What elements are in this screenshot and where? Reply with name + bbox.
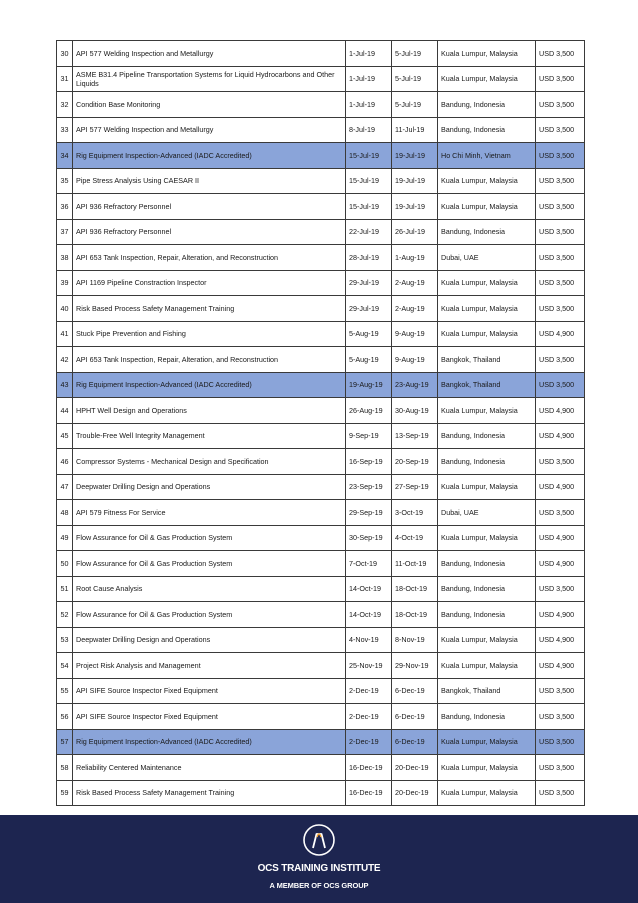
course-location: Bandung, Indonesia <box>438 423 536 449</box>
course-number: 54 <box>57 653 73 679</box>
table-row <box>57 755 585 781</box>
course-title: Compressor Systems - Mechanical Design and Specification <box>73 449 346 475</box>
course-location: Kuala Lumpur, Malaysia <box>438 168 536 194</box>
course-fee: USD 4,900 <box>536 525 585 551</box>
start-date: 16-Dec-19 <box>346 780 392 806</box>
course-title: Flow Assurance for Oil & Gas Production System <box>73 525 346 551</box>
course-number: 39 <box>57 270 73 296</box>
course-location: Dubai, UAE <box>438 500 536 526</box>
end-date: 27-Sep-19 <box>392 474 438 500</box>
course-title: Stuck Pipe Prevention and Fishing <box>73 321 346 347</box>
table-row <box>57 372 585 398</box>
start-date: 22-Jul-19 <box>346 219 392 245</box>
course-number: 49 <box>57 525 73 551</box>
end-date: 9-Aug-19 <box>392 321 438 347</box>
course-location: Kuala Lumpur, Malaysia <box>438 627 536 653</box>
end-date: 19-Jul-19 <box>392 194 438 220</box>
start-date: 1-Jul-19 <box>346 41 392 67</box>
end-date: 6-Dec-19 <box>392 704 438 730</box>
course-location: Bangkok, Thailand <box>438 347 536 373</box>
start-date: 25-Nov-19 <box>346 653 392 679</box>
course-title: API 653 Tank Inspection, Repair, Alteration, and Reconstruction <box>73 347 346 373</box>
end-date: 26-Jul-19 <box>392 219 438 245</box>
end-date: 6-Dec-19 <box>392 729 438 755</box>
start-date: 1-Jul-19 <box>346 66 392 92</box>
course-title: Rig Equipment Inspection-Advanced (IADC Accredited) <box>73 372 346 398</box>
table-row <box>57 117 585 143</box>
end-date: 18-Oct-19 <box>392 602 438 628</box>
end-date: 2-Aug-19 <box>392 296 438 322</box>
course-fee: USD 4,900 <box>536 474 585 500</box>
start-date: 7-Oct-19 <box>346 551 392 577</box>
table-row <box>57 653 585 679</box>
start-date: 29-Jul-19 <box>346 270 392 296</box>
table-row <box>57 576 585 602</box>
table-row <box>57 92 585 118</box>
end-date: 18-Oct-19 <box>392 576 438 602</box>
course-location: Kuala Lumpur, Malaysia <box>438 474 536 500</box>
course-number: 44 <box>57 398 73 424</box>
course-location: Bandung, Indonesia <box>438 449 536 475</box>
start-date: 4-Nov-19 <box>346 627 392 653</box>
end-date: 6-Dec-19 <box>392 678 438 704</box>
course-title: Flow Assurance for Oil & Gas Production System <box>73 551 346 577</box>
start-date: 14-Oct-19 <box>346 576 392 602</box>
start-date: 2-Dec-19 <box>346 704 392 730</box>
table-row <box>57 602 585 628</box>
start-date: 26-Aug-19 <box>346 398 392 424</box>
table-row <box>57 627 585 653</box>
start-date: 30-Sep-19 <box>346 525 392 551</box>
start-date: 2-Dec-19 <box>346 678 392 704</box>
course-fee: USD 3,500 <box>536 449 585 475</box>
course-number: 51 <box>57 576 73 602</box>
end-date: 3-Oct-19 <box>392 500 438 526</box>
table-row <box>57 168 585 194</box>
course-fee: USD 4,900 <box>536 551 585 577</box>
end-date: 11-Oct-19 <box>392 551 438 577</box>
course-fee: USD 3,500 <box>536 296 585 322</box>
start-date: 8-Jul-19 <box>346 117 392 143</box>
course-number: 32 <box>57 92 73 118</box>
start-date: 9-Sep-19 <box>346 423 392 449</box>
course-title: API 1169 Pipeline Constraction Inspector <box>73 270 346 296</box>
course-fee: USD 3,500 <box>536 168 585 194</box>
course-fee: USD 4,900 <box>536 321 585 347</box>
course-location: Kuala Lumpur, Malaysia <box>438 729 536 755</box>
course-title: API 579 Fitness For Service <box>73 500 346 526</box>
course-title: API 936 Refractory Personnel <box>73 194 346 220</box>
course-location: Kuala Lumpur, Malaysia <box>438 780 536 806</box>
course-fee: USD 3,500 <box>536 704 585 730</box>
course-title: Rig Equipment Inspection-Advanced (IADC Accredited) <box>73 143 346 169</box>
course-title: API SIFE Source Inspector Fixed Equipment <box>73 704 346 730</box>
course-fee: USD 3,500 <box>536 500 585 526</box>
course-number: 42 <box>57 347 73 373</box>
course-number: 48 <box>57 500 73 526</box>
table-row <box>57 296 585 322</box>
course-location: Kuala Lumpur, Malaysia <box>438 66 536 92</box>
course-title: Project Risk Analysis and Management <box>73 653 346 679</box>
end-date: 4-Oct-19 <box>392 525 438 551</box>
course-number: 46 <box>57 449 73 475</box>
table-row <box>57 270 585 296</box>
start-date: 16-Dec-19 <box>346 755 392 781</box>
course-fee: USD 3,500 <box>536 576 585 602</box>
start-date: 5-Aug-19 <box>346 347 392 373</box>
course-title: Flow Assurance for Oil & Gas Production System <box>73 602 346 628</box>
course-fee: USD 4,900 <box>536 398 585 424</box>
course-number: 58 <box>57 755 73 781</box>
course-location: Bandung, Indonesia <box>438 704 536 730</box>
course-title: API 577 Welding Inspection and Metallurgy <box>73 117 346 143</box>
course-location: Kuala Lumpur, Malaysia <box>438 270 536 296</box>
course-title: Root Cause Analysis <box>73 576 346 602</box>
course-number: 35 <box>57 168 73 194</box>
course-number: 31 <box>57 66 73 92</box>
group-tagline: A MEMBER OF OCS GROUP <box>269 881 369 890</box>
course-fee: USD 3,500 <box>536 270 585 296</box>
start-date: 15-Jul-19 <box>346 168 392 194</box>
course-title: ASME B31.4 Pipeline Transportation Systems for Liquid Hydrocarbons and Other Liquids <box>73 66 346 92</box>
end-date: 29-Nov-19 <box>392 653 438 679</box>
start-date: 15-Jul-19 <box>346 194 392 220</box>
course-location: Kuala Lumpur, Malaysia <box>438 653 536 679</box>
start-date: 16-Sep-19 <box>346 449 392 475</box>
table-row <box>57 729 585 755</box>
course-number: 53 <box>57 627 73 653</box>
end-date: 23-Aug-19 <box>392 372 438 398</box>
course-location: Bandung, Indonesia <box>438 576 536 602</box>
course-fee: USD 3,500 <box>536 194 585 220</box>
ocs-logo-icon <box>302 823 336 857</box>
course-fee: USD 3,500 <box>536 41 585 67</box>
course-number: 55 <box>57 678 73 704</box>
start-date: 2-Dec-19 <box>346 729 392 755</box>
course-title: Trouble-Free Well Integrity Management <box>73 423 346 449</box>
course-fee: USD 4,900 <box>536 602 585 628</box>
institute-name: OCS TRAINING INSTITUTE <box>257 863 381 874</box>
course-fee: USD 3,500 <box>536 780 585 806</box>
course-location: Bandung, Indonesia <box>438 602 536 628</box>
course-location: Kuala Lumpur, Malaysia <box>438 41 536 67</box>
course-table <box>56 40 585 806</box>
course-title: Risk Based Process Safety Management Training <box>73 780 346 806</box>
table-row <box>57 423 585 449</box>
course-title: Condition Base Monitoring <box>73 92 346 118</box>
end-date: 9-Aug-19 <box>392 347 438 373</box>
table-row <box>57 321 585 347</box>
course-fee: USD 3,500 <box>536 245 585 271</box>
course-schedule <box>56 40 584 806</box>
course-number: 45 <box>57 423 73 449</box>
table-row <box>57 474 585 500</box>
course-fee: USD 4,900 <box>536 653 585 679</box>
course-title: Deepwater Drilling Design and Operations <box>73 474 346 500</box>
course-location: Bandung, Indonesia <box>438 551 536 577</box>
end-date: 11-Jul-19 <box>392 117 438 143</box>
start-date: 28-Jul-19 <box>346 245 392 271</box>
course-table-body <box>57 41 585 806</box>
course-number: 37 <box>57 219 73 245</box>
course-number: 36 <box>57 194 73 220</box>
course-number: 38 <box>57 245 73 271</box>
course-fee: USD 4,900 <box>536 423 585 449</box>
end-date: 5-Jul-19 <box>392 41 438 67</box>
course-title: Deepwater Drilling Design and Operations <box>73 627 346 653</box>
course-location: Kuala Lumpur, Malaysia <box>438 296 536 322</box>
table-row <box>57 500 585 526</box>
start-date: 23-Sep-19 <box>346 474 392 500</box>
course-fee: USD 3,500 <box>536 372 585 398</box>
course-number: 52 <box>57 602 73 628</box>
end-date: 19-Jul-19 <box>392 168 438 194</box>
course-fee: USD 3,500 <box>536 66 585 92</box>
course-location: Ho Chi Minh, Vietnam <box>438 143 536 169</box>
course-number: 47 <box>57 474 73 500</box>
course-location: Kuala Lumpur, Malaysia <box>438 321 536 347</box>
table-row <box>57 194 585 220</box>
course-fee: USD 3,500 <box>536 117 585 143</box>
course-title: Risk Based Process Safety Management Training <box>73 296 346 322</box>
course-title: API 577 Welding Inspection and Metallurgy <box>73 41 346 67</box>
end-date: 5-Jul-19 <box>392 66 438 92</box>
table-row <box>57 245 585 271</box>
course-location: Bandung, Indonesia <box>438 92 536 118</box>
course-title: Pipe Stress Analysis Using CAESAR II <box>73 168 346 194</box>
course-number: 57 <box>57 729 73 755</box>
table-row <box>57 780 585 806</box>
table-row <box>57 41 585 67</box>
start-date: 15-Jul-19 <box>346 143 392 169</box>
end-date: 5-Jul-19 <box>392 92 438 118</box>
start-date: 19-Aug-19 <box>346 372 392 398</box>
course-number: 40 <box>57 296 73 322</box>
start-date: 14-Oct-19 <box>346 602 392 628</box>
course-number: 59 <box>57 780 73 806</box>
course-location: Kuala Lumpur, Malaysia <box>438 194 536 220</box>
course-title: API 653 Tank Inspection, Repair, Alteration, and Reconstruction <box>73 245 346 271</box>
course-fee: USD 3,500 <box>536 678 585 704</box>
end-date: 30-Aug-19 <box>392 398 438 424</box>
course-fee: USD 4,900 <box>536 627 585 653</box>
course-location: Bangkok, Thailand <box>438 678 536 704</box>
start-date: 1-Jul-19 <box>346 92 392 118</box>
course-location: Kuala Lumpur, Malaysia <box>438 755 536 781</box>
end-date: 20-Dec-19 <box>392 780 438 806</box>
course-title: HPHT Well Design and Operations <box>73 398 346 424</box>
course-number: 56 <box>57 704 73 730</box>
end-date: 20-Dec-19 <box>392 755 438 781</box>
course-number: 43 <box>57 372 73 398</box>
course-title: Rig Equipment Inspection-Advanced (IADC Accredited) <box>73 729 346 755</box>
table-row <box>57 143 585 169</box>
course-number: 34 <box>57 143 73 169</box>
course-title: API 936 Refractory Personnel <box>73 219 346 245</box>
course-location: Dubai, UAE <box>438 245 536 271</box>
course-fee: USD 3,500 <box>536 143 585 169</box>
course-location: Kuala Lumpur, Malaysia <box>438 525 536 551</box>
table-row <box>57 704 585 730</box>
course-title: API SIFE Source Inspector Fixed Equipment <box>73 678 346 704</box>
course-location: Bandung, Indonesia <box>438 219 536 245</box>
end-date: 2-Aug-19 <box>392 270 438 296</box>
end-date: 19-Jul-19 <box>392 143 438 169</box>
end-date: 13-Sep-19 <box>392 423 438 449</box>
end-date: 1-Aug-19 <box>392 245 438 271</box>
table-row <box>57 551 585 577</box>
end-date: 20-Sep-19 <box>392 449 438 475</box>
table-row <box>57 449 585 475</box>
course-fee: USD 3,500 <box>536 729 585 755</box>
course-number: 50 <box>57 551 73 577</box>
table-row <box>57 678 585 704</box>
table-row <box>57 66 585 92</box>
course-location: Bandung, Indonesia <box>438 117 536 143</box>
course-fee: USD 3,500 <box>536 755 585 781</box>
course-location: Bangkok, Thailand <box>438 372 536 398</box>
course-number: 30 <box>57 41 73 67</box>
course-title: Reliability Centered Maintenance <box>73 755 346 781</box>
end-date: 8-Nov-19 <box>392 627 438 653</box>
course-number: 33 <box>57 117 73 143</box>
footer <box>0 815 638 903</box>
course-fee: USD 3,500 <box>536 219 585 245</box>
table-row <box>57 347 585 373</box>
table-row <box>57 398 585 424</box>
table-row <box>57 525 585 551</box>
start-date: 29-Sep-19 <box>346 500 392 526</box>
course-location: Kuala Lumpur, Malaysia <box>438 398 536 424</box>
course-fee: USD 3,500 <box>536 92 585 118</box>
table-row <box>57 219 585 245</box>
start-date: 5-Aug-19 <box>346 321 392 347</box>
course-fee: USD 3,500 <box>536 347 585 373</box>
start-date: 29-Jul-19 <box>346 296 392 322</box>
course-number: 41 <box>57 321 73 347</box>
